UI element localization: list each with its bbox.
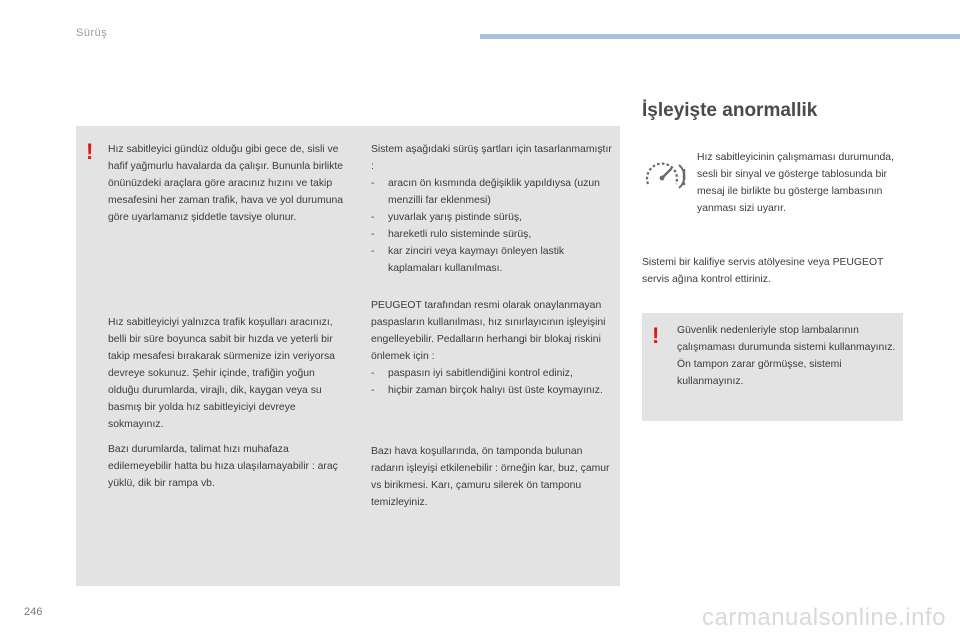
brake-lights-warning: Güvenlik nedenleriyle stop lambalarının çalışmaması durumunda sistemi kullanmayınız. (677, 325, 896, 353)
floor-mats-text: PEUGEOT tarafından resmi olarak onaylanmayan paspasların kullanılması, hız sınırlayıcının işleyişini engelleyebilir. Pedalların herhangi bir blokaj riskini önlemek için : (371, 300, 606, 362)
daylight-info-text: Hız sabitleyici gündüz olduğu gibi gece de, sisli ve hafif yağmurlu havalarda da çalışır. Bununla birlikte önünüzdeki araçlara göre aracınız hızını ve takip mesafesini her zaman trafik, hava ve yol durumuna göre uyarlamanız şiddetle tavsiye olunur. (108, 144, 344, 223)
list-item: - hareketli rulo sisteminde sürüş, (371, 226, 616, 243)
list-item: - yuvarlak yarış pistinde sürüş, (371, 209, 616, 226)
cruise-control-fault-icon (643, 157, 689, 193)
warning-exclamation-icon: ! (86, 139, 94, 164)
traffic-conditions-text: Hız sabitleyiciyi yalnızca trafik koşulları aracınızı, belli bir süre boyunca sabit bir hızda ve yeterli bir takip mesafesi bırakarak sürmenize izin veriyorsa devreye sokunuz. Şehir içinde, trafiğin yoğun olduğu durumlarda, virajlı, dik, kaygan veya su basmış bir yolda hız sabitleyiciyi devreye sokmayınız. (108, 317, 335, 430)
section-header-title: Sürüş (76, 27, 108, 39)
speed-not-maintained-text: Bazı durumlarda, talimat hızı muhafaza edilemeyebilir hatta bu hıza ulaşılamayabilir : araç yüklü, dik bir rampa vb. (108, 444, 338, 489)
list-item: - hiçbir zaman birçok halıyı üst üste koymayınız. (371, 382, 616, 399)
service-check-text: Sistemi bir kalifiye servis atölyesine veya PEUGEOT servis ağına kontrol ettiriniz. (642, 257, 884, 285)
floor-mats-block (371, 297, 616, 399)
floor-mats-list (371, 365, 616, 399)
list-item: - paspasın iyi sabitlendiğini kontrol ediniz, (371, 365, 616, 382)
page-number: 246 (24, 606, 43, 618)
radar-weather-text: Bazı hava koşullarında, ön tamponda bulunan radarın işleyişi etkilenebilir : örneğin kar, buz, çamur vs birikmesi. Karı, çamuru silerek ön tamponu temizleyiniz. (371, 446, 610, 508)
watermark: carmanualsonline.info (702, 604, 946, 631)
unsuitable-conditions-block (371, 141, 616, 277)
bumper-damage-warning: Ön tampon zarar görmüşse, sistemi kullanmayınız. (677, 359, 842, 387)
warning-exclamation-icon: ! (652, 323, 660, 348)
list-item: - kar zinciri veya kaymayı önleyen lastik kaplamaları kullanılması. (371, 243, 616, 277)
safety-warning-text (677, 322, 899, 390)
unsuitable-conditions-intro: Sistem aşağıdaki sürüş şartları için tasarlanmamıştır : (371, 144, 612, 172)
malfunction-section-title: İşleyişte anormallik (642, 100, 818, 121)
list-item: - aracın ön kısmında değişiklik yapıldıysa (uzun menzilli far eklenmesi) (371, 175, 616, 209)
header-accent-bar (480, 34, 960, 39)
unsuitable-conditions-list (371, 175, 616, 277)
malfunction-alert-text: Hız sabitleyicinin çalışmaması durumunda, sesli bir sinyal ve gösterge tablosunda bir mesaj ile birlikte bu gösterge lambasının yanması sizi uyarır. (697, 152, 894, 214)
